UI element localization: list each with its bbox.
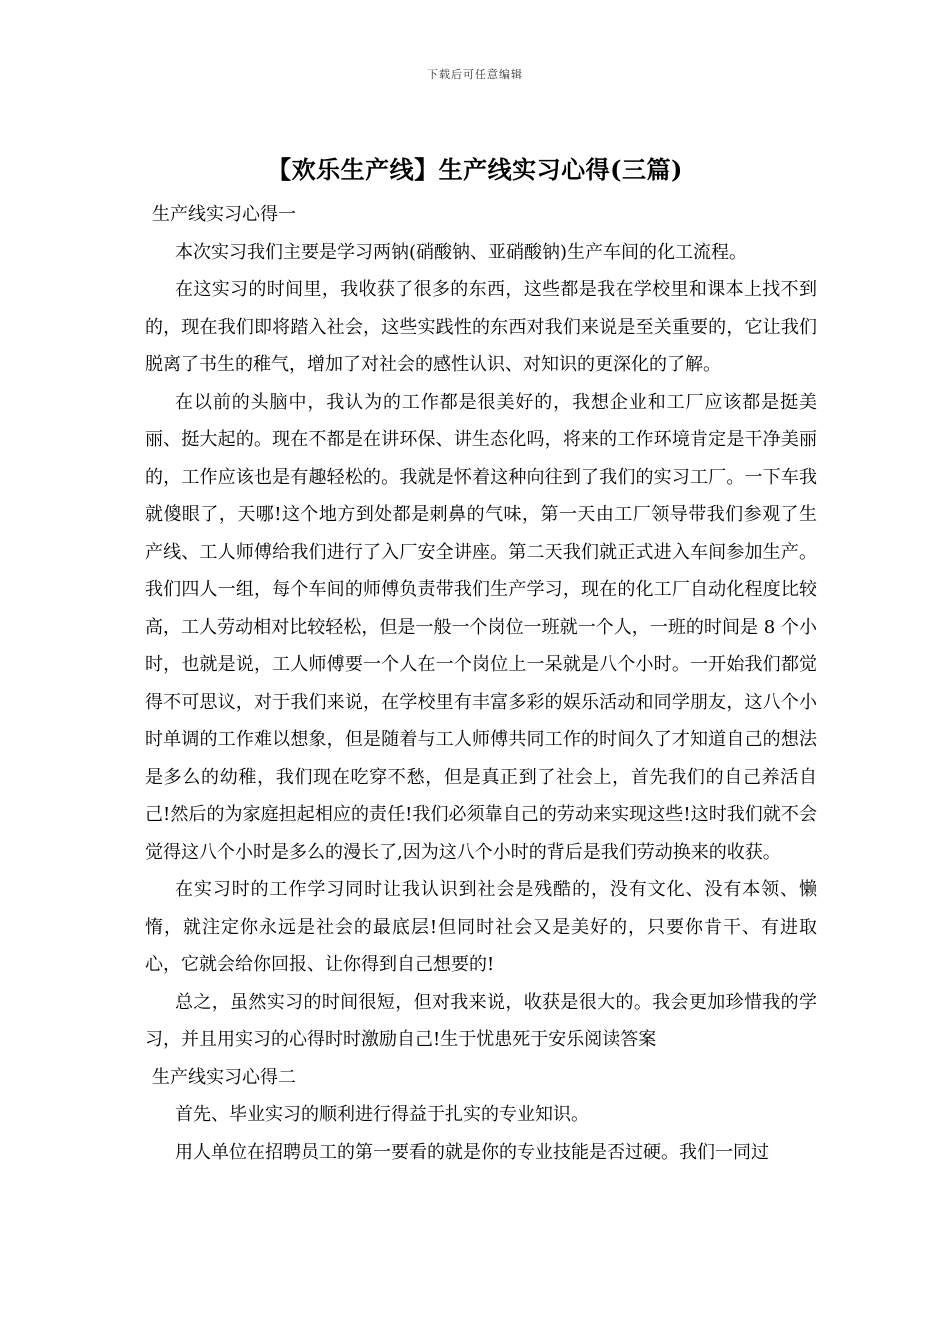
- document-title: 【欢乐生产线】生产线实习心得(三篇): [267, 155, 683, 184]
- paragraph: 总之，虽然实习的时间很短，但对我来说，收获是很大的。我会更加珍惜我的学习，并且用实习的心得时时激励自己!生于忧患死于安乐阅读答案: [145, 991, 817, 1050]
- header-note: 下载后可任意编辑: [427, 68, 523, 81]
- section-heading: 生产线实习心得一: [152, 204, 296, 225]
- paragraph: 在这实习的时间里，我收获了很多的东西，这些都是我在学校里和课本上找不到的，现在我们即将踏入社会，这些实践性的东西对我们来说是至关重要的，它让我们脱离了书生的稚气，增加了对社会的感性认识、对知识的更深化的了解。: [145, 279, 817, 375]
- document-body: [145, 196, 817, 1171]
- paragraph: 首先、毕业实习的顺利进行得益于扎实的专业知识。: [175, 1104, 589, 1125]
- section-heading: 生产线实习心得二: [152, 1066, 296, 1088]
- paragraph: 用人单位在招聘员工的第一要看的就是你的专业技能是否过硬。我们一同过: [175, 1141, 769, 1163]
- paragraph: 本次实习我们主要是学习两钠(硝酸钠、亚硝酸钠)生产车间的化工流程。: [175, 241, 748, 263]
- paragraph: 在实习时的工作学习同时让我认识到社会是残酷的，没有文化、没有本领、懒惰，就注定你永远是社会的最底层!但同时社会又是美好的，只要你肯干、有进取心，它就会给你回报、让你得到自己想要的!: [145, 879, 817, 975]
- paragraph: 在以前的头脑中，我认为的工作都是很美好的，我想企业和工厂应该都是挺美丽、挺大起的。现在不都是在讲环保、讲生态化吗，将来的工作环境肯定是干净美丽的，工作应该也是有趣轻松的。我就是怀着这种向往到了我们的实习工厂。一下车我就傻眼了，天哪!这个地方到处都是刺鼻的气味，第一天由工厂领导带我们参观了生产线、工人师傅给我们进行了入厂安全讲座。第二天我们就正式进入车间参加生产。我们四人一组，每个车间的师傅负责带我们生产学习，现在的化工厂自动化程度比较高，工人劳动相对比较轻松，但是一般一个岗位一班就一个人，一班的时间是 8 个小时，也就是说，工人师傅要一个人在一个岗位上一呆就是八个小时。一开始我们都觉得不可思议，对于我们来说，在学校里有丰富多彩的娱乐活动和同学朋友，这八个小时单调的工作难以想象，但是随着与工人师傅共同工作的时间久了才知道自己的想法是多么的幼稚，我们现在吃穿不愁，但是真正到了社会上，首先我们的自己养活自己!然后的为家庭担起相应的责任!我们必须靠自己的劳动来实现这些!这时我们就不会觉得这八个小时是多么的漫长了,因为这八个小时的背后是我们劳动换来的收获。: [145, 391, 817, 863]
